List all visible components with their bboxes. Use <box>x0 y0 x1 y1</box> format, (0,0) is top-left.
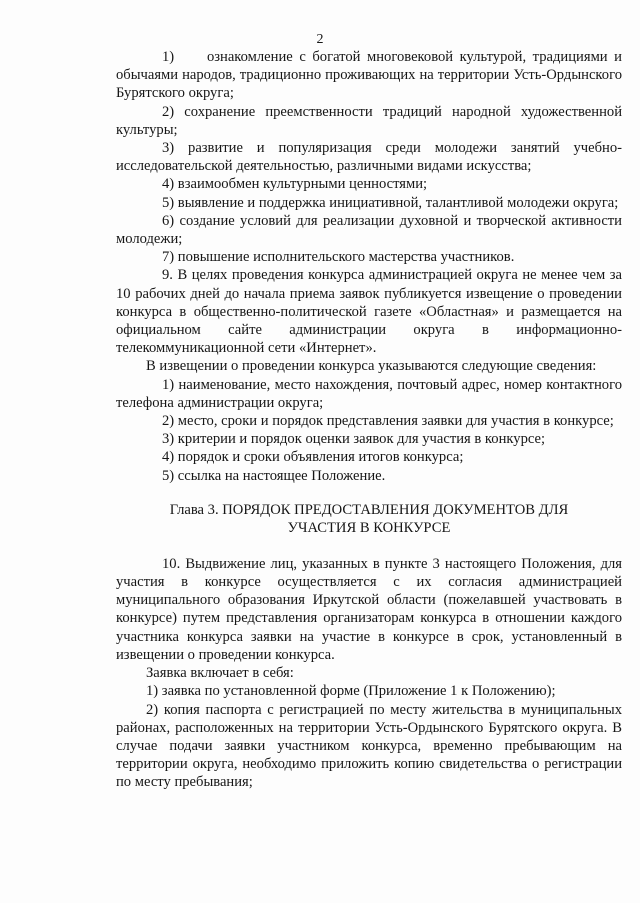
chapter-heading <box>116 501 622 537</box>
document-body <box>116 48 622 792</box>
paragraph-10: 10. Выдвижение лиц, указанных в пункте 3 настоящего Положения, для участия в конкурсе осуществляется с их согласия администрацией муниципального образования Иркутской области (пожелавшей участвовать в конкурсе) путем представления организаторам конкурса в отношении каждого участника конкурса заявки на участие в конкурсе в срок, установленный в извещении о проведении конкурса. <box>116 555 622 663</box>
notice-item-1: 1) наименование, место нахождения, почтовый адрес, номер контактного телефона администрации округа; <box>116 376 622 411</box>
list-item-3: 3) развитие и популяризация среди молодежи занятий учебно-исследовательской деятельностью, различными видами искусства; <box>116 140 622 175</box>
notice-item-4: 4) порядок и сроки объявления итогов конкурса; <box>162 449 464 466</box>
application-item-2: 2) копия паспорта с регистрацией по месту жительства в муниципальных районах, расположенных на территории Усть-Ордынского Бурятского округа. В случае подачи заявки участником конкурса, временно пребывающим на территории округа, необходимо приложить копию свидетельства о регистрации по месту пребывания; <box>116 701 622 791</box>
page-number: 2 <box>316 32 324 47</box>
chapter-heading-line-1: Глава 3. ПОРЯДОК ПРЕДОСТАВЛЕНИЯ ДОКУМЕНТОВ ДЛЯ <box>169 501 569 518</box>
paragraph-application-intro: Заявка включает в себя: <box>146 665 294 682</box>
list-item-2: 2) сохранение преемственности традиций народной художественной культуры; <box>116 103 622 138</box>
chapter-heading-line-2: УЧАСТИЯ В КОНКУРСЕ <box>287 519 451 536</box>
list-item-5: 5) выявление и поддержка инициативной, талантливой молодежи округа; <box>162 194 619 211</box>
list-item-7: 7) повышение исполнительского мастерства участников. <box>162 249 515 266</box>
notice-item-5: 5) ссылка на настоящее Положение. <box>162 467 386 484</box>
paragraph-notice-intro: В извещении о проведении конкурса указываются следующие сведения: <box>146 358 597 375</box>
paragraph-9: 9. В целях проведения конкурса администрацией округа не менее чем за 10 рабочих дней до начала приема заявок публикуется извещение о проведении конкурса в общественно-политической газете «Областная» и размещается на официальном сайте администрации округа в информационно-телекоммуникационной сети «Интернет». <box>116 267 622 357</box>
list-item-1: 1) ознакомление с богатой многовековой культурой, традициями и обычаями народов, традиционно проживающих на территории Усть-Ордынского Бурятского округа; <box>116 49 622 102</box>
list-item-4: 4) взаимообмен культурными ценностями; <box>162 176 428 193</box>
application-item-1: 1) заявка по установленной форме (Приложение 1 к Положению); <box>146 683 556 700</box>
list-item-6: 6) создание условий для реализации духовной и творческой активности молодежи; <box>116 212 622 248</box>
notice-item-2: 2) место, сроки и порядок представления заявки для участия в конкурсе; <box>162 413 614 430</box>
notice-item-3: 3) критерии и порядок оценки заявок для участия в конкурсе; <box>162 431 546 448</box>
